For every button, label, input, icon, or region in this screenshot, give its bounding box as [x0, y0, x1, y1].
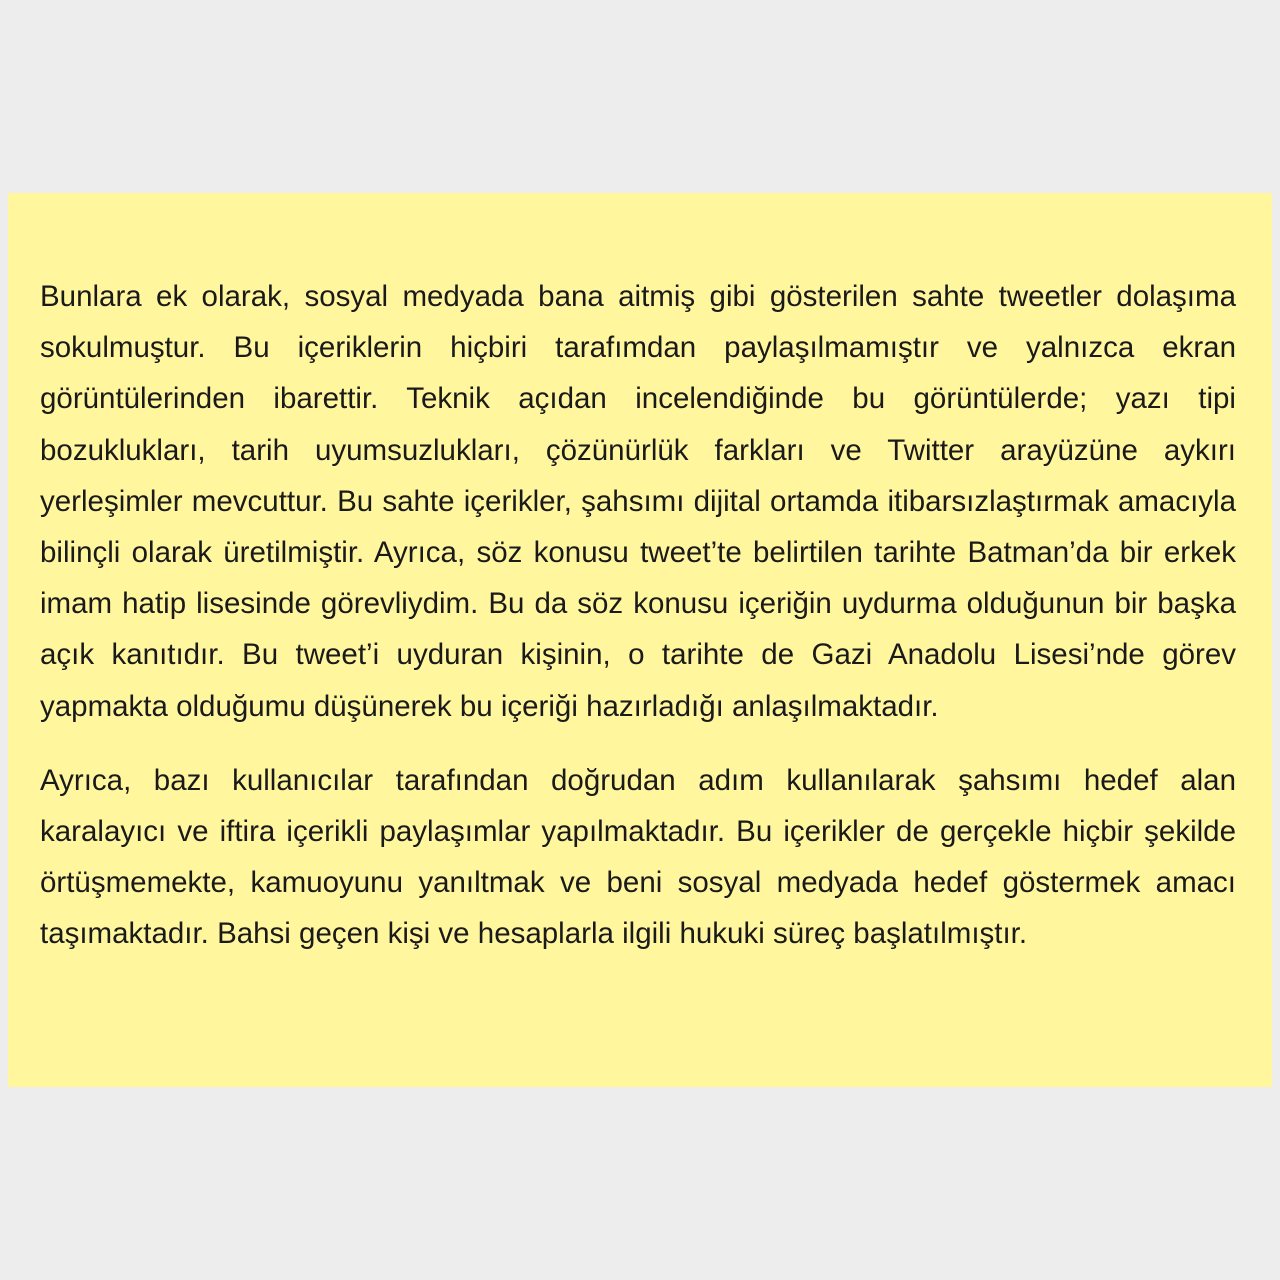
statement-paragraph-2: Ayrıca, bazı kullanıcılar tarafından doğrudan adım kullanılarak şahsımı hedef alan karalayıcı ve iftira içerikli paylaşımlar yapılmaktadır. Bu içerikler de gerçekle hiçbir şekilde örtüşmemekte, kamuoyunu yanıltmak ve beni sosyal medyada hedef göstermek amacı taşımaktadır. Bahsi geçen kişi ve hesaplarla ilgili hukuki süreç başlatılmıştır.	[40, 763, 1236, 951]
statement-paragraph-1: Bunlara ek olarak, sosyal medyada bana aitmiş gibi gösterilen sahte tweetler dolaşıma sokulmuştur. Bu içeriklerin hiçbiri tarafımdan paylaşılmamıştır ve yalnızca ekran görüntülerinden ibarettir. Teknik açıdan incelendiğinde bu görüntülerde; yazı tipi bozuklukları, tarih uyumsuzlukları, çözünürlük farkları ve Twitter arayüzüne aykırı yerleşimler mevcuttur. Bu sahte içerikler, şahsımı dijital ortamda itibarsızlaştırmak amacıyla bilinçli olarak üretilmiştir. Ayrıca, söz konusu tweet’te belirtilen tarihte Batman’da bir erkek imam hatip lisesinde görevliydim. Bu da söz konusu içeriğin uydurma olduğunun bir başka açık kanıtıdır. Bu tweet’i uyduran kişinin, o tarihte de Gazi Anadolu Lisesi’nde görev yapmakta olduğumu düşünerek bu içeriği hazırladığı anlaşılmaktadır.	[40, 280, 1236, 723]
statement-card	[8, 193, 1272, 1087]
